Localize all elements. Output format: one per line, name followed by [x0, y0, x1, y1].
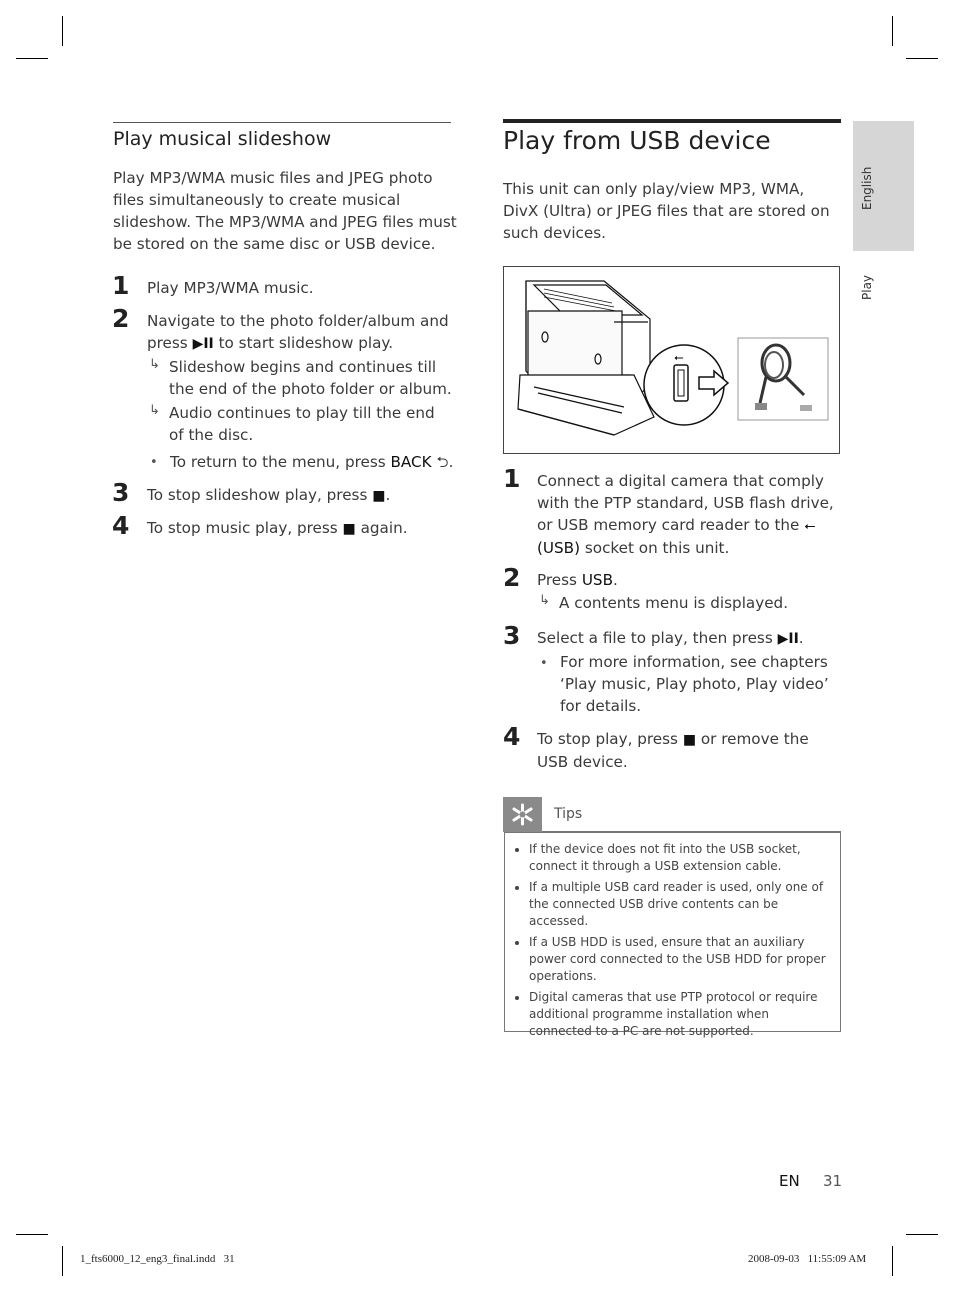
- crop-mark: [62, 1246, 63, 1276]
- title-rule: [503, 119, 841, 123]
- language-label: English: [860, 166, 874, 210]
- step-text: [147, 517, 408, 540]
- result-arrow-icon: ↳: [149, 403, 160, 418]
- step-text-part: To stop slideshow play, press: [147, 486, 368, 504]
- step-text-part: Press: [537, 571, 577, 589]
- page-title: Play from USB device: [503, 126, 771, 155]
- step-text-tail: socket on this unit.: [584, 539, 730, 557]
- step-text: [147, 310, 452, 355]
- tips-list: [505, 833, 840, 1040]
- step-text-tail: .: [798, 629, 804, 647]
- tip-item: • If the device does not fit into the USB socket, connect it through a USB extension cable.: [529, 841, 826, 875]
- crop-mark: [16, 1234, 48, 1235]
- step-number: 4: [503, 722, 521, 751]
- crop-mark: [16, 58, 48, 59]
- page-number: 31: [823, 1172, 843, 1190]
- tips-label: Tips: [554, 806, 583, 822]
- tip-item: • Digital cameras that use PTP protocol or require additional programme installation when connected to a PC are not supported.: [529, 989, 826, 1040]
- step-text-tail: again.: [360, 519, 408, 537]
- usb-key: (USB): [537, 539, 581, 557]
- usb-key: USB: [581, 571, 613, 589]
- language-tab-label-wrap: [858, 160, 878, 210]
- note-tail: .: [448, 453, 454, 471]
- step-text-tail: or remove the USB device.: [537, 730, 809, 771]
- tip-item: • If a multiple USB card reader is used, only one of the connected USB drive contents can be accessed.: [529, 879, 826, 930]
- step-text: Play MP3/WMA music.: [147, 279, 314, 297]
- step-number: 1: [503, 464, 521, 493]
- tip-item: • If a USB HDD is used, ensure that an auxiliary power cord connected to the USB HDD for proper operations.: [529, 934, 826, 985]
- section-label: Play: [860, 274, 874, 300]
- step-number: 2: [112, 304, 130, 333]
- step-number: 2: [503, 563, 521, 592]
- step-text: [537, 569, 618, 591]
- step-text-part: To stop play, press: [537, 730, 678, 748]
- usb-connection-illustration: [503, 266, 840, 454]
- step-text-part: Select a file to play, then press: [537, 629, 773, 647]
- stop-icon: ■: [372, 488, 386, 504]
- stop-icon: ■: [682, 732, 697, 748]
- play-pause-icon: ▶II: [192, 336, 214, 352]
- intro-paragraph: This unit can only play/view MP3, WMA, DivX (Ultra) or JPEG files that are stored on such devices.: [503, 180, 830, 242]
- note-text: For more information, see chapters ‘Play music, Play photo, Play video’ for details.: [560, 653, 829, 715]
- usb-icon: ⭠: [804, 518, 816, 534]
- language-code: EN: [779, 1172, 800, 1190]
- note-text-part: To return to the menu, press: [170, 453, 386, 471]
- step-text: [537, 470, 840, 559]
- crop-mark: [892, 16, 893, 46]
- step-text-part: to start slideshow play.: [218, 334, 394, 352]
- play-pause-icon: ▶II: [777, 631, 799, 647]
- tips-icon: [503, 797, 542, 832]
- step-text-tail: .: [613, 571, 618, 589]
- step-text-tail: .: [385, 486, 391, 504]
- result-arrow-icon: ↳: [149, 357, 160, 372]
- step-text-part: To stop music play, press: [147, 519, 338, 537]
- crop-mark: [892, 1246, 893, 1276]
- section-title: Play musical slideshow: [113, 128, 332, 150]
- file-name: 1_fts6000_12_eng3_final.indd 31: [80, 1253, 235, 1265]
- section-tab-label-wrap: [858, 270, 878, 302]
- tips-icon-box: [503, 797, 542, 832]
- step-number: 1: [112, 271, 130, 300]
- bullet-icon: •: [150, 455, 158, 470]
- svg-text:⭠: ⭠: [674, 350, 684, 364]
- tips-box: [504, 832, 841, 1038]
- crop-mark: [906, 1234, 938, 1235]
- back-key: BACK: [390, 453, 432, 471]
- step-text: [537, 627, 804, 650]
- back-icon: ⮌: [436, 453, 449, 471]
- intro-paragraph: Play MP3/WMA music files and JPEG photo files simultaneously to create musical slideshow. The MP3/WMA and JPEG files must be stored on the same disc or USB device.: [113, 169, 457, 253]
- step-number: 3: [503, 621, 521, 650]
- step-text: [537, 728, 840, 773]
- step-number: 4: [112, 511, 130, 540]
- result-text: Audio continues to play till the end of the disc.: [169, 404, 435, 444]
- result-arrow-icon: ↳: [539, 593, 550, 608]
- device-drawing: [504, 267, 841, 455]
- step-text: [147, 484, 390, 507]
- result-text: Slideshow begins and continues till the end of the photo folder or album.: [169, 358, 452, 398]
- section-rule: [113, 122, 451, 123]
- bullet-icon: •: [540, 656, 548, 671]
- step-text-part: Navigate to the photo folder/album and press: [147, 312, 449, 352]
- stop-icon: ■: [342, 521, 356, 537]
- result-text: A contents menu is displayed.: [559, 594, 789, 612]
- crop-mark: [906, 58, 938, 59]
- crop-mark: [62, 16, 63, 46]
- step-number: 3: [112, 478, 130, 507]
- print-timestamp: 2008-09-03 11:55:09 AM: [748, 1253, 867, 1265]
- step-text-part: Connect a digital camera that comply with the PTP standard, USB flash drive, or USB memory card reader to the: [537, 472, 834, 534]
- note-text: [170, 451, 460, 473]
